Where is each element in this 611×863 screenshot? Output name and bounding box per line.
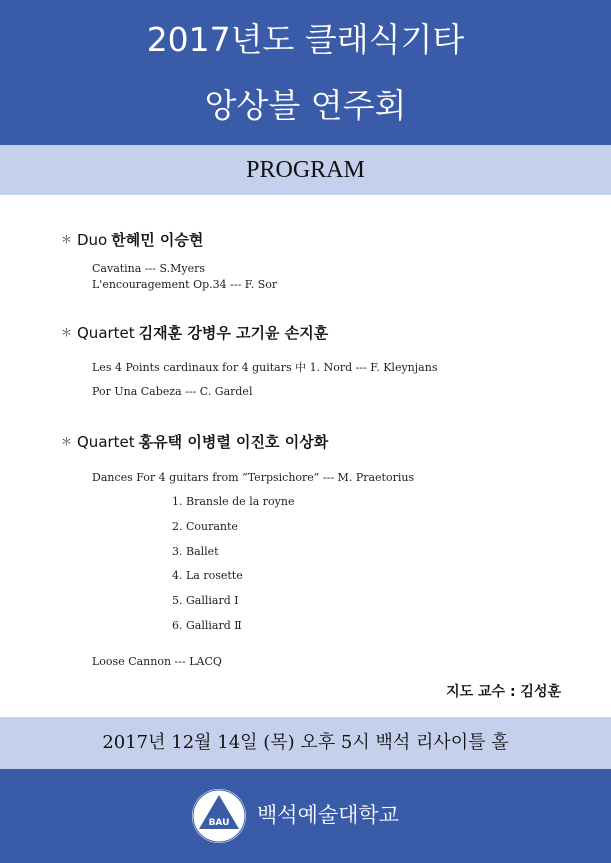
school-logo	[192, 789, 246, 843]
poster-footer	[0, 769, 611, 863]
piece-item: Les 4 Points cardinaux for 4 guitars 中 1. Nord --- F. Kleynjans	[92, 361, 438, 374]
performer-names: 한혜민 이승현	[111, 231, 204, 249]
logo-text: BAU	[208, 818, 230, 828]
piece-item: Dances For 4 guitars from “Terpsichore” --- M. Praetorius	[92, 471, 415, 484]
movement-item: 2. Courante	[172, 520, 238, 533]
bullet-star: ＊	[61, 435, 72, 448]
school-name: 백석예술대학교	[257, 803, 400, 827]
ensemble-type: Quartet	[77, 433, 135, 451]
section-quartet2-heading	[61, 432, 328, 452]
section-duo-heading	[61, 230, 203, 250]
piece-item: Loose Cannon --- LACQ	[92, 655, 222, 668]
concert-title-line1: 2017년도 클래식기타	[146, 20, 465, 59]
piece-item: Por Una Cabeza --- C. Gardel	[92, 385, 253, 398]
movement-item: 3. Ballet	[172, 545, 219, 558]
program-banner	[0, 145, 611, 195]
program-label: PROGRAM	[246, 157, 365, 183]
performer-names: 김재훈 강병우 고기윤 손지훈	[138, 324, 329, 342]
piece-item: Cavatina --- S.Myers	[92, 262, 206, 275]
logo-emblem-icon	[192, 789, 246, 843]
movement-item: 6. Galliard Ⅱ	[172, 619, 242, 632]
performer-names: 홍유택 이병렬 이진호 이상화	[138, 433, 329, 451]
section-quartet1-heading	[61, 323, 328, 343]
event-date-venue: 2017년 12월 14일 (목) 오후 5시 백석 리사이틀 홀	[102, 732, 509, 753]
bullet-star: ＊	[61, 326, 72, 339]
movement-item: 4. La rosette	[172, 569, 243, 582]
poster-header	[0, 0, 611, 145]
bullet-star: ＊	[61, 233, 72, 246]
piece-item: L'encouragement Op.34 --- F. Sor	[92, 278, 278, 291]
ensemble-type: Duo	[77, 231, 108, 249]
movement-item: 5. Galliard Ⅰ	[172, 594, 239, 607]
ensemble-type: Quartet	[77, 324, 135, 342]
movement-item: 1. Bransle de la royne	[172, 495, 295, 508]
event-info-banner	[0, 717, 611, 769]
advisor-credit: 지도 교수 : 김성훈	[446, 684, 561, 700]
program-content	[0, 195, 611, 715]
concert-title-line2: 앙상블 연주회	[204, 86, 407, 125]
